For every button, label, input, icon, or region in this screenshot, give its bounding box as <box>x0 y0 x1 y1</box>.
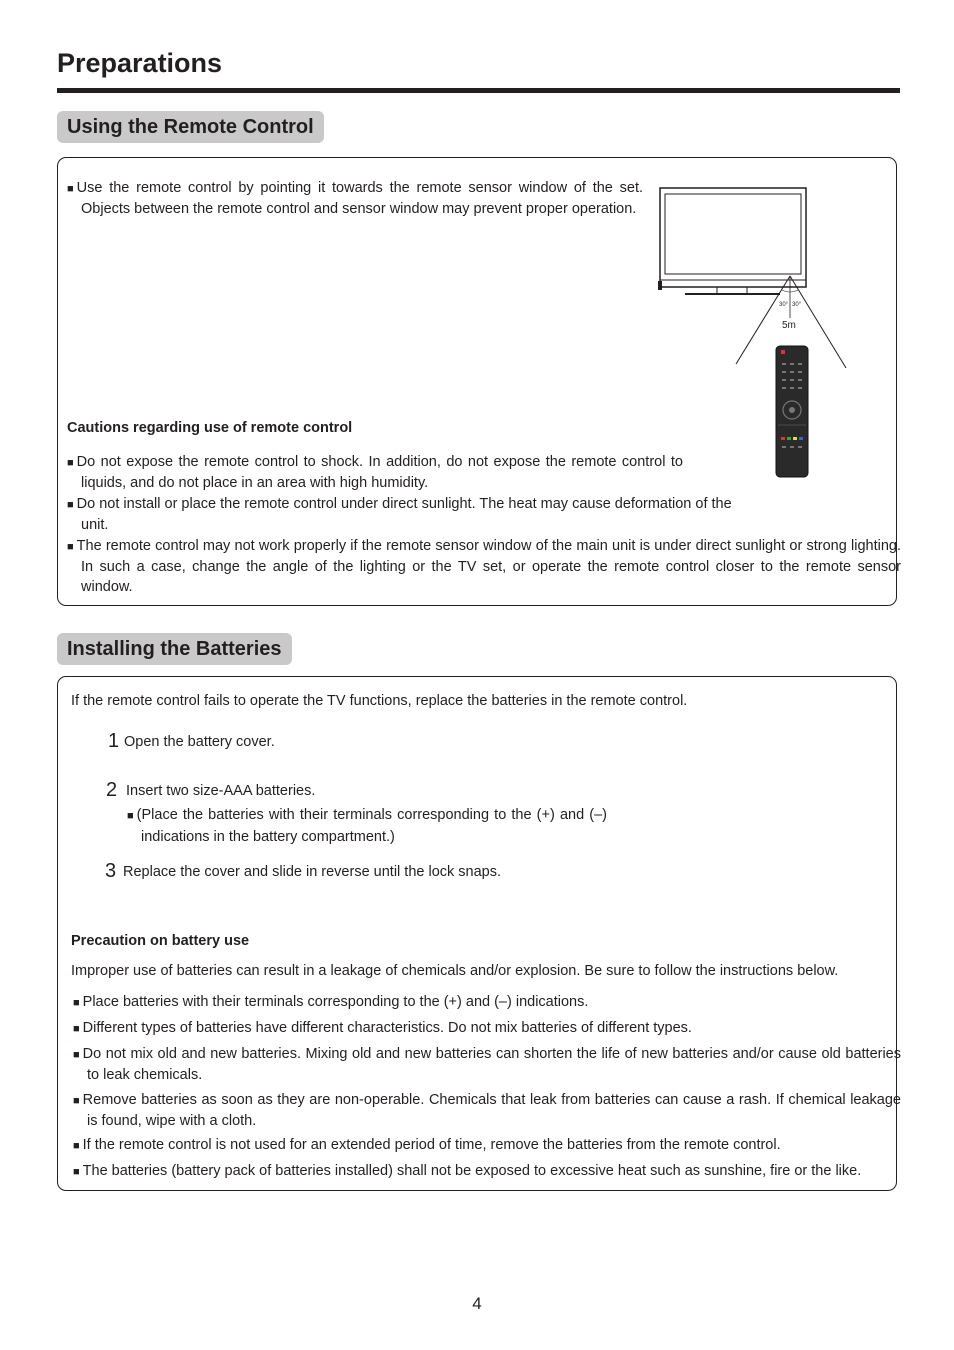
battery-intro: If the remote control fails to operate the TV functions, replace the batteries in the remote control. <box>71 693 688 709</box>
step-number: 1 <box>108 730 120 752</box>
remote-intro: ■ Use the remote control by pointing it towards the remote sensor window of the set. Objects between the remote control and sensor window may prevent proper operation. <box>67 178 643 219</box>
title-rule <box>57 88 900 93</box>
precaution-item: ■ The batteries (battery pack of batteries installed) shall not be exposed to excessive heat such as sunshine, fire or the like. <box>73 1161 901 1182</box>
step-number: 2 <box>106 779 118 801</box>
section-heading-batteries: Installing the Batteries <box>57 633 292 665</box>
step-number: 3 <box>105 860 117 882</box>
angle-left-label: 30° <box>779 302 789 308</box>
remote-control-icon <box>776 346 808 477</box>
step-text: Replace the cover and slide in reverse until the lock snaps. <box>123 864 502 880</box>
step-text: Open the battery cover. <box>124 734 275 750</box>
cautions-heading: Cautions regarding use of remote control <box>67 420 353 436</box>
caution-item: ■ Do not install or place the remote control under direct sunlight. The heat may cause deformation of the unit. <box>67 494 741 535</box>
remote-range-diagram <box>655 183 855 483</box>
distance-label: 5m <box>782 320 796 331</box>
precaution-heading: Precaution on battery use <box>71 933 250 949</box>
step-text: Insert two size-AAA batteries. <box>126 783 316 799</box>
precaution-item: ■ Place batteries with their terminals corresponding to the (+) and (–) indications. <box>73 992 901 1013</box>
tv-icon <box>658 188 806 294</box>
precaution-item: ■ Remove batteries as soon as they are non-operable. Chemicals that leak from batteries can cause a rash. If chemical leakage is found, wipe with a cloth. <box>73 1090 901 1131</box>
section-heading-remote: Using the Remote Control <box>57 111 324 143</box>
caution-item: ■ Do not expose the remote control to shock. In addition, do not expose the remote control to liquids, and do not place in an area with high humidity. <box>67 452 683 493</box>
angle-right-label: 30° <box>792 302 802 308</box>
page-number: 4 <box>472 1294 482 1313</box>
precaution-item: ■ If the remote control is not used for an extended period of time, remove the batteries from the remote control. <box>73 1135 901 1156</box>
precaution-item: ■ Do not mix old and new batteries. Mixing old and new batteries can shorten the life of new batteries and/or cause old batteries to leak chemicals. <box>73 1044 901 1085</box>
caution-item: ■ The remote control may not work properly if the remote sensor window of the main unit is under direct sunlight or strong lighting. In such a case, change the angle of the lighting or the TV set, or operate the remote control closer to the remote sensor window. <box>67 536 901 597</box>
page-title: Preparations <box>57 48 223 78</box>
precaution-item: ■ Different types of batteries have different characteristics. Do not mix batteries of different types. <box>73 1018 901 1039</box>
precaution-intro: Improper use of batteries can result in a leakage of chemicals and/or explosion. Be sure to follow the instructions below. <box>71 963 839 979</box>
step-note: ■ (Place the batteries with their terminals corresponding to the (+) and (–) indications in the battery compartment.) <box>127 805 607 848</box>
